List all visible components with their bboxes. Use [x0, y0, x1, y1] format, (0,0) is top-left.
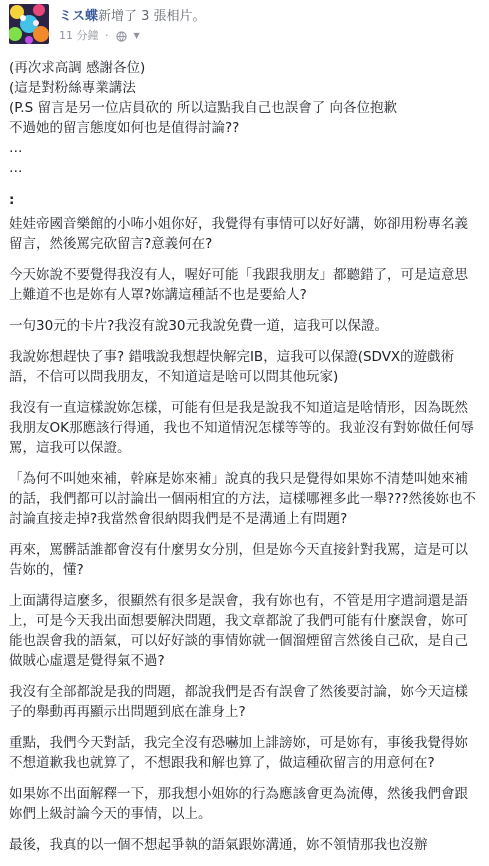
chevron-down-icon[interactable]: ▼	[133, 31, 140, 40]
post-intro: (再次求高調 感謝各位) (這是對粉絲專業講法 (P.S 留言是另一位店員砍的 所以這點我自己也誤會了 向各位抱歉 不過她的留言態度如何也是值得討論?? … …	[9, 60, 398, 176]
paragraph: 我沒有全部都說是我的問題，都說我們是否有誤會了然後要討論，妳今天這樣子的舉動再再顯示出問題到底在誰身上?	[9, 684, 468, 720]
paragraph: 我說妳想趕快了事? 錯哦說我想趕快解完IB，這我可以保證(SDVX的遊戲術語，不信可以問我朋友，不知道這是啥可以問其他玩家)	[9, 349, 455, 385]
post-header	[9, 4, 479, 48]
paragraph: 重點，我們今天對話，我完全沒有恐嚇加上誹謗妳，可是妳有，事後我覺得妳不想道歉我也就算了，不想跟我和解也算了，做這種砍留言的用意何在?	[9, 735, 468, 771]
post-content	[9, 58, 479, 866]
paragraph: 我沒有一直這樣說妳怎樣，可能有但是我是說我不知道這是啥情形，因為既然我朋友OK那應該行得通，我也不知道情況怎樣等等的。我並沒有對妳做任何辱罵，這我可以保證。	[9, 400, 474, 456]
paragraph: 上面講得這麼多，很顯然有很多是誤會，我有妳也有，不管是用字遣詞還是語上，可是今天我出面想要解決問題，我文章都說了我們可能有什麼誤會，妳可能也誤會我的語氣，可以好好談的事情妳就一個溜煙留言然後自己砍，是自己做賊心虛還是覺得氣不過?	[9, 593, 468, 669]
paragraph: 今天妳說不要覺得我沒有人，喔好可能「我跟我朋友」都聽錯了，可是這意思上難道不也是妳有人罩?妳講這種話不也是要給人?	[9, 267, 468, 303]
paragraph: 「為何不叫她來補，幹麻是妳來補」說真的我只是覺得如果妳不清楚叫她來補的話，我們都可以討論出一個兩相宜的方法，這樣哪裡多此一舉???然後妳也不討論直接走掉?我當然會很納悶我們是不是溝通上有問題?	[9, 471, 476, 527]
globe-icon[interactable]	[116, 31, 127, 42]
author-name[interactable]: ミス蝶	[59, 9, 99, 24]
paragraph: 一句30元的卡片?我沒有說30元我說免費一道，這我可以保證。	[9, 318, 389, 334]
paragraph: 娃娃帝國音樂館的小咘小姐你好，我覺得有事情可以好好講，妳卻用粉專名義留言，然後罵完砍留言?意義何在?	[9, 216, 468, 252]
paragraph: 如果妳不出面解釋一下，那我想小姐妳的行為應該會更為流傳，然後我們會跟妳們上級討論今天的事情，以上。	[9, 786, 468, 822]
paragraph: 再來，罵髒話誰都會沒有什麼男女分別，但是妳今天直接針對我罵，這是可以告妳的，懂?	[9, 542, 468, 578]
post-meta	[59, 28, 140, 44]
avatar[interactable]	[9, 4, 49, 44]
meta-separator: ·	[105, 29, 109, 42]
post-colon: :	[9, 192, 15, 208]
post-timestamp[interactable]: 11 分鐘	[59, 29, 99, 42]
paragraph: 最後，我真的以一個不想起爭執的語氣跟妳溝通，妳不領情那我也沒辦	[9, 837, 428, 853]
post-action: 新增了 3 張相片。	[98, 9, 206, 24]
avatar-image	[9, 4, 49, 44]
post-title-line	[59, 8, 206, 26]
